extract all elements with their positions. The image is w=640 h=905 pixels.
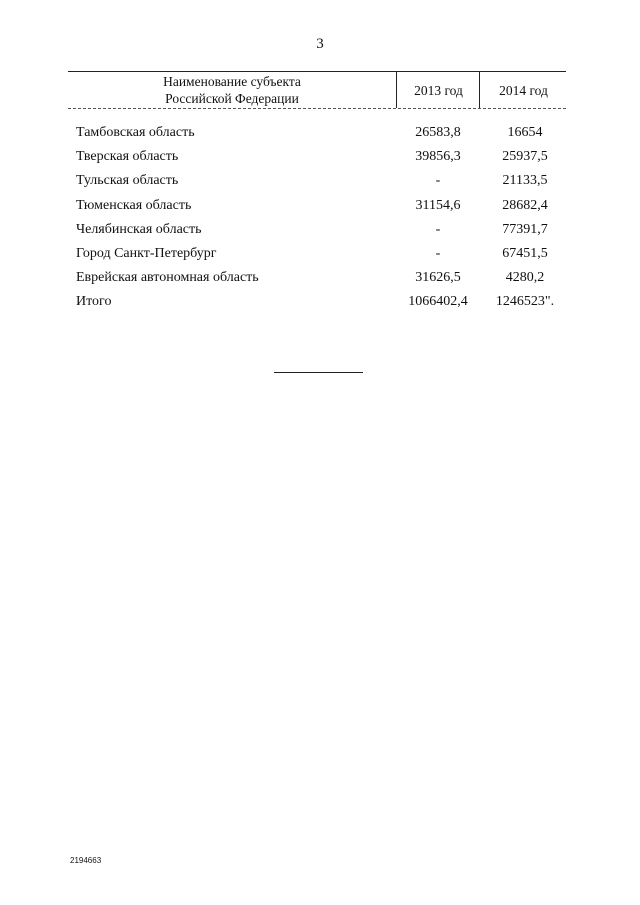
table-body [0,121,640,315]
row-value-2014: 1246523". [495,294,555,310]
row-value-2014: 28682,4 [502,197,548,213]
row-subject-name: Итого [76,294,112,310]
header-subject-name-line1: Наименование субъекта [163,74,301,89]
row-value-2014: 67451,5 [502,245,548,261]
row-subject-name: Челябинская область [76,221,202,237]
row-value-2014: 25937,5 [502,149,548,165]
table-row [0,121,640,145]
header-subject-name-line2: Российской Федерации [165,91,299,106]
row-value-2013: 1066402,4 [408,294,468,310]
table-row [0,169,640,193]
table-row [0,145,640,169]
row-value-2014: 21133,5 [502,173,548,189]
row-value-2013: - [435,173,441,189]
row-value-2013: 26583,8 [415,125,461,140]
row-value-2014: 77391,7 [502,221,548,237]
table-row [0,242,640,266]
table-row [0,194,640,218]
row-value-2013: - [435,245,441,261]
table-row [0,218,640,242]
footer-document-code: 2194663 [70,856,102,865]
row-value-2013: 39856,3 [415,149,461,165]
header-year-2013: 2013 год [396,72,480,108]
row-subject-name: Тульская область [76,173,179,189]
row-value-2013: - [435,221,441,237]
end-separator-line [274,372,363,373]
table-row [0,266,640,290]
row-subject-name: Еврейская автономная область [76,270,259,286]
table-row-total [0,290,640,314]
header-year-2014: 2014 год [479,72,567,108]
header-subject-name [68,72,396,108]
row-value-2014: 16654 [507,125,543,140]
row-subject-name: Город Санкт-Петербург [76,245,217,261]
row-subject-name: Тверская область [76,149,179,165]
row-subject-name: Тюменская область [76,197,192,213]
row-value-2013: 31626,5 [415,270,461,286]
row-value-2014: 4280,2 [505,270,545,286]
table-header [68,71,566,109]
page-number: 3 [316,36,324,52]
row-value-2013: 31154,6 [415,197,461,213]
row-subject-name: Тамбовская область [76,125,195,140]
